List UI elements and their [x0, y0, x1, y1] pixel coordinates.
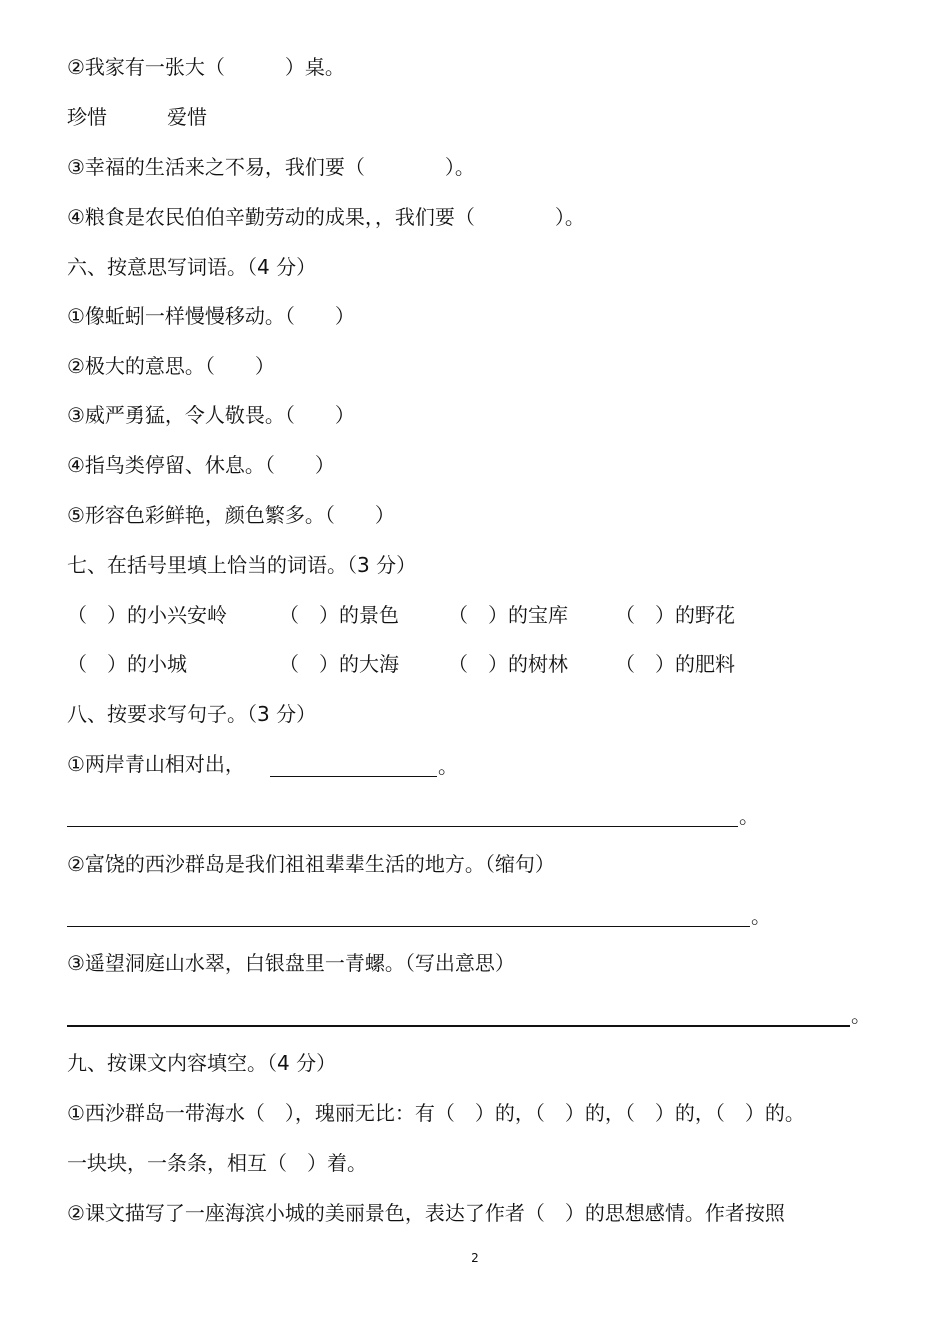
period-mark: 。 — [851, 1003, 871, 1027]
question-6-5: ⑤形容色彩鲜艳，颜色繁多。（ ） — [67, 503, 395, 527]
fill-blank-item: （ ）的景色 — [279, 603, 399, 627]
question-6-1: ①像蚯蚓一样慢慢移动。（ ） — [67, 304, 355, 328]
fill-blank-item: （ ）的小兴安岭 — [67, 603, 227, 627]
page-number: 2 — [471, 1251, 479, 1265]
answer-line[interactable] — [67, 926, 750, 927]
fill-blank-item: （ ）的野花 — [615, 603, 735, 627]
fill-blank-row-2 — [67, 650, 887, 678]
section-7-heading: 七、在括号里填上恰当的词语。（3 分） — [67, 553, 417, 577]
question-8-1: ①两岸青山相对出， — [67, 752, 245, 776]
fill-blank-item: （ ）的肥料 — [615, 652, 735, 676]
answer-blank-line[interactable] — [270, 776, 437, 777]
section-9-heading: 九、按课文内容填空。（4 分） — [67, 1051, 337, 1075]
question-6-4: ④指鸟类停留、休息。（ ） — [67, 453, 335, 477]
period-mark: 。 — [739, 804, 759, 828]
question-8-2: ②富饶的西沙群岛是我们祖祖辈辈生活的地方。（缩句） — [67, 852, 555, 876]
answer-line[interactable] — [67, 1025, 850, 1027]
period-mark: 。 — [751, 904, 771, 928]
answer-line[interactable] — [67, 826, 738, 827]
question-9-1-continued: 一块块，一条条，相互（ ）着。 — [67, 1151, 367, 1175]
fill-blank-row-1 — [67, 601, 887, 629]
question-5-3: ③幸福的生活来之不易，我们要（ ）。 — [67, 155, 475, 179]
fill-blank-item: （ ）的树林 — [448, 652, 568, 676]
section-8-heading: 八、按要求写句子。（3 分） — [67, 702, 317, 726]
fill-blank-item: （ ）的宝库 — [448, 603, 568, 627]
question-9-2: ②课文描写了一座海滨小城的美丽景色，表达了作者（ ）的思想感情。作者按照 — [67, 1201, 785, 1225]
question-8-3: ③遥望洞庭山水翠，白银盘里一青螺。（写出意思） — [67, 951, 515, 975]
period-mark: 。 — [438, 754, 458, 778]
fill-blank-item: （ ）的大海 — [279, 652, 399, 676]
question-5-4: ④粮食是农民伯伯辛勤劳动的成果，，我们要（ ）。 — [67, 205, 585, 229]
question-6-3: ③威严勇猛，令人敬畏。（ ） — [67, 403, 355, 427]
fill-blank-item: （ ）的小城 — [67, 652, 187, 676]
question-5-2: ②我家有一张大（ ）桌。 — [67, 55, 345, 79]
question-9-1: ①西沙群岛一带海水（ ），瑰丽无比：有（ ）的，（ ）的，（ ）的，（ ）的。 — [67, 1101, 805, 1125]
section-6-heading: 六、按意思写词语。（4 分） — [67, 255, 317, 279]
word-choice-options: 珍惜 爱惜 — [67, 105, 207, 129]
question-6-2: ②极大的意思。（ ） — [67, 354, 275, 378]
